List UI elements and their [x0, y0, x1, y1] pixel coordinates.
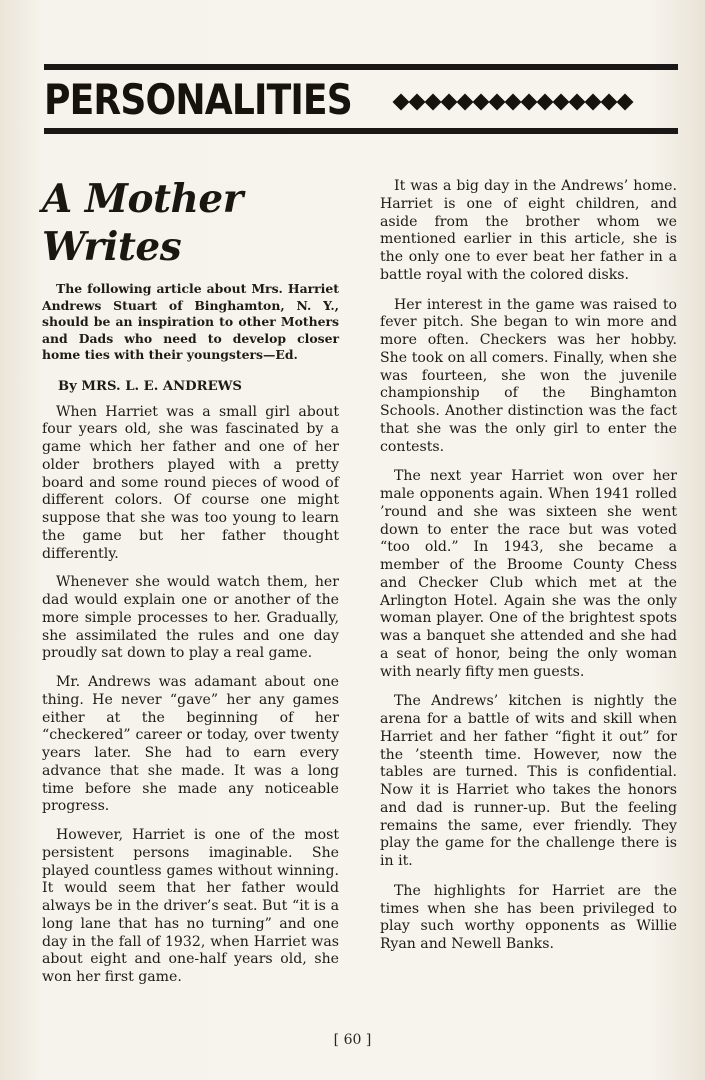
body-paragraph: The next year Harriet won over her male opponents again. When 1941 rolled ’round and she was sixteen she went down to enter the race but was voted “too old.” In 1943, she became a member of the Broome County Chess and Checker Club which met at the Arlington Hotel. Again she was the only woman player. One of the brightest spots was a banquet she attended and she had a seat of honor, being the only woman with nearly fifty men guests. [380, 468, 677, 680]
diamond-ornament [441, 94, 458, 111]
diamond-ornament [617, 94, 634, 111]
body-paragraph: Whenever she would watch them, her dad would explain one or another of the more simple processes to her. Gradually, she assimilated the rules and one day proudly sat down to play a real game. [42, 574, 339, 662]
diamond-ornament [569, 94, 586, 111]
diamond-ornament [425, 94, 442, 111]
header-bottom-rule [44, 128, 678, 134]
right-column [380, 178, 677, 966]
body-paragraph: It was a big day in the Andrews’ home. Harriet is one of eight children, and aside from the brother whom we mentioned earlier in this article, she is the only one to ever beat her father in a battle royal with the colored disks. [380, 178, 677, 283]
body-paragraph: The highlights for Harriet are the times when she has been privileged to play such worthy opponents as Willie Ryan and Newell Banks. [380, 882, 677, 952]
diamond-ornament [601, 94, 618, 111]
article-title: A Mother Writes [42, 176, 243, 270]
diamond-ornament [521, 94, 538, 111]
byline: By MRS. L. E. ANDREWS [58, 378, 242, 394]
body-paragraph: However, Harriet is one of the most persistent persons imaginable. She played countless games without winning. It would seem that her father would always be in the driver’s seat. But “it is a long lane that has no turning” and one day in the fall of 1932, when Harriet was about eight and one-half years old, she won her first game. [42, 827, 339, 985]
diamond-ornament [585, 94, 602, 111]
diamond-ornament [393, 94, 410, 111]
body-paragraph: Mr. Andrews was adamant about one thing. He never “gave” her any games either at the beginning of her “checkered” career or today, over twenty years later. She had to earn every advance that she made. It was a long time before she made any noticeable progress. [42, 674, 339, 815]
diamond-ornament [537, 94, 554, 111]
diamond-ornament [457, 94, 474, 111]
page-number: [ 60 ] [333, 1032, 372, 1048]
diamond-ornament-row [394, 96, 632, 108]
left-column [42, 175, 339, 998]
section-title: PERSONALITIES [44, 75, 352, 124]
body-paragraph: Her interest in the game was raised to fever pitch. She began to win more and more often. Checkers was her hobby. She took on all comers. Finally, when she was fourteen, she won the juvenile championship of the Binghamton Schools. Another distinction was the fact that she was the only girl to enter the contests. [380, 296, 677, 455]
diamond-ornament [505, 94, 522, 111]
body-paragraph: When Harriet was a small girl about four years old, she was fascinated by a game which her father and one of her older brothers played with a pretty board and some round pieces of wood of different colors. Of course one might suppose that she was too young to learn the game but her father thought differently. [42, 403, 339, 562]
diamond-ornament [473, 94, 490, 111]
diamond-ornament [553, 94, 570, 111]
editor-intro: The following article about Mrs. Harriet Andrews Stuart of Binghamton, N. Y., should be an inspiration to other Mothers and Dads who need to develop closer home ties with their youngsters—Ed. [42, 281, 339, 362]
header-top-rule [44, 64, 678, 70]
body-paragraph: The Andrews’ kitchen is nightly the arena for a battle of wits and skill when Harriet and her father “fight it out” for the ’steenth time. However, now the tables are turned. This is confidential. Now it is Harriet who takes the honors and dad is runner-up. But the feeling remains the same, ever friendly. They play the game for the challenge there is in it. [380, 693, 677, 869]
diamond-ornament [489, 94, 506, 111]
section-masthead [44, 74, 678, 126]
diamond-ornament [409, 94, 426, 111]
